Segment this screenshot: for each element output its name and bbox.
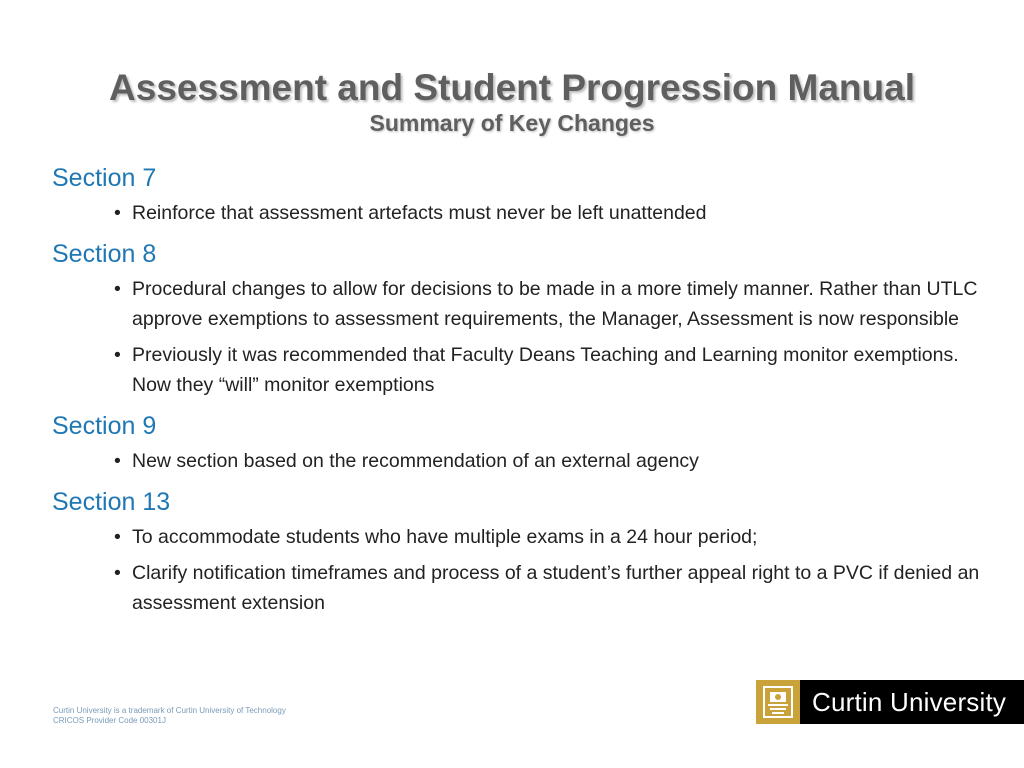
- bullet-text: Procedural changes to allow for decisions to be made in a more timely manner. Rather than UTLC approve exemptions to assessment requirements, the Manager, Assessment is now responsible: [132, 278, 978, 330]
- section-heading: Section 7: [52, 164, 157, 192]
- list-item: [112, 340, 992, 400]
- bullet-list: [52, 274, 992, 400]
- list-item: [112, 274, 992, 334]
- section-8: [52, 236, 992, 400]
- footer-trademark: Curtin University is a trademark of Curtin University of Technology: [53, 706, 286, 715]
- bullet-list: [52, 522, 992, 618]
- footer-cricos: CRICOS Provider Code 00301J: [53, 716, 166, 725]
- bullet-text: Previously it was recommended that Faculty Deans Teaching and Learning monitor exemptions. Now they “will” monitor exemptions: [132, 344, 959, 396]
- bullet-text: To accommodate students who have multiple exams in a 24 hour period;: [132, 526, 758, 548]
- bullet-list: [52, 446, 992, 476]
- list-item: [112, 558, 992, 618]
- section-13: [52, 484, 992, 618]
- section-heading: Section 8: [52, 240, 157, 268]
- bullet-icon: •: [114, 202, 121, 224]
- bullet-icon: •: [114, 344, 121, 366]
- footer: [53, 706, 286, 726]
- curtin-logo: [756, 680, 1024, 724]
- bullet-text: Reinforce that assessment artefacts must never be left unattended: [132, 202, 707, 224]
- title-block: [0, 66, 1024, 136]
- section-heading: Section 13: [52, 488, 171, 516]
- section-7: [52, 160, 992, 228]
- bullet-text: Clarify notification timeframes and process of a student’s further appeal right to a PVC if denied an assessment extension: [132, 562, 980, 614]
- list-item: [112, 198, 992, 228]
- shield-svg: [761, 684, 795, 720]
- slide-title: Assessment and Student Progression Manual: [109, 67, 915, 108]
- bullet-icon: •: [114, 278, 121, 300]
- bullet-icon: •: [114, 526, 121, 548]
- list-item: [112, 522, 992, 552]
- slide-subtitle: Summary of Key Changes: [369, 110, 655, 136]
- bullet-icon: •: [114, 562, 121, 584]
- bullet-list: [52, 198, 992, 228]
- logo-text: Curtin University: [812, 686, 1007, 717]
- bullet-text: New section based on the recommendation of an external agency: [132, 450, 699, 472]
- slide-content: [52, 160, 992, 626]
- bullet-icon: •: [114, 450, 121, 472]
- curtin-shield-icon: [756, 680, 800, 724]
- section-heading: Section 9: [52, 412, 157, 440]
- section-9: [52, 408, 992, 476]
- list-item: [112, 446, 992, 476]
